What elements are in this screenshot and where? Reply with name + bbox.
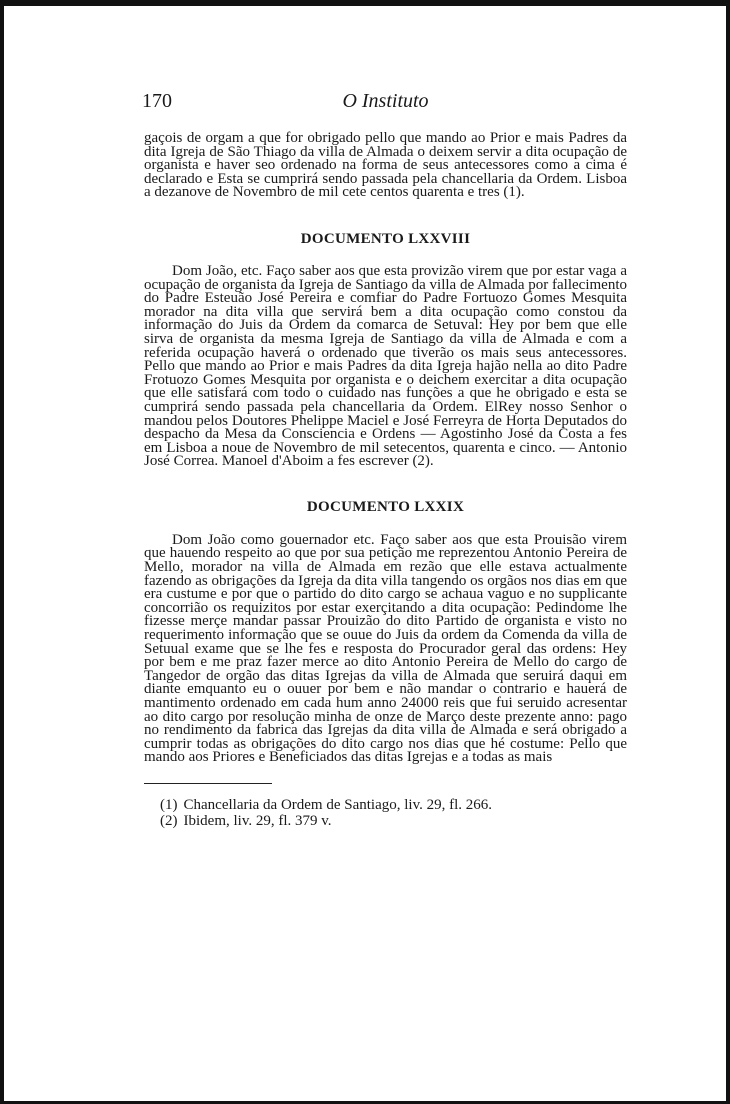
footnote — [160, 797, 627, 813]
document-body: Dom João como gouernador etc. Faço saber aos que esta Prouisão virem que hauendo respeito ao que por sua petição me reprezentou Antonio Pereira de Mello, morador na villa de Almada em rezão que elle estava actualmente fazendo as obrigações da Igreja da dita villa tangendo os orgãos nos dias em que era custume e por que o partido do dito cargo se achaua vaguo e no supplicante concorrião os requizitos por estar exerçitando a dita ocupação: Pedindome lhe fizesse merçe mandar passar Prouizão do dito Partido de organista e visto no requerimento informação que se ouue do Juis da ordem da Comenda da villa de Setuual exame que se lhe fes e resposta do Procurador geral das ordens: Hey por bem e me praz fazer merce ao dito Antonio Pereira de Mello do cargo de Tangedor de orgão das ditas Igrejas da villa de Almada que seruirá daqui em diante emquanto eu o ouuer por bem e não mandar o contrario e hauerá de mantimento ordenado em cada hum anno 24000 reis que fui seruido acresentar ao dito cargo por resolução minha de onze de Março deste prezente anno: pago no rendimento da fabrica das Igrejas da dita villa de Almada e será obrigado a cumprir todas as obrigações do dito cargo nos dias que hé costume: Pello que mando aos Priores e Beneficiados das ditas Igrejas e a todas as mais — [144, 531, 627, 766]
book-page — [144, 86, 627, 986]
footnote-text: Chancellaria da Ordem de Santiago, liv. 29, fl. 266. — [183, 796, 493, 813]
page-number: 170 — [142, 90, 172, 112]
document-body: Dom João, etc. Faço saber aos que esta provizão virem que por estar vaga a ocupação de organista da Igreja de Santiago da villa de Almada por fallecimento do Padre Esteuão José Pereira e comfiar do Padre Fortuozo Gomes Mesquita morador na dita villa que servirá bem a dita ocupação como constou da informação do Juis da Ordem da comarca de Setuval: Hey por bem que elle sirva de organista da mesma Igreja de Santiago da villa de Almada e com a referida ocupação haverá o ordenado que tiverão os mais seus antecessores. Pello que mando ao Prior e mais Padres da dita Igreja hajão nella ao dito Padre Frotuozo Gomes Mesquita por organista e o deichem exercitar a dita ocupação que elle satisfará com todo o cuidado nas funções a que he obrigado e esta se cumprirá sendo passada pela chancellaria da Ordem. ElRey nosso Senhor o mandou pelos Doutores Phelippe Maciel e José Ferreyra de Horta Deputados do despacho da Mesa da Consciencia e Ordens — Agostinho José da Costa a fes em Lisboa a noue de Novembro de mil setecentos, quarenta e cinco. — Antonio José Correa. Manoel d'Aboim a fes escrever (2). — [144, 262, 627, 470]
journal-title: O Instituto — [342, 90, 429, 112]
continuation-paragraph: gaçois de orgam a que for obrigado pello que mando ao Prior e mais Padres da dita Igreja de São Thiago da villa de Almada o deixem servir a dita ocupação de organista e haver seo ordenado na forma de seus antecessores como a cima é declarado e Esta se cumprirá sendo passada pela chancellaria da Ordem. Lisboa a dezanove de Novembro de mil cete centos quarenta e tres (1). — [144, 130, 627, 201]
footnotes — [144, 797, 627, 829]
footnote — [160, 813, 627, 829]
footnote-mark: (1) — [160, 796, 178, 813]
footnote-mark: (2) — [160, 812, 178, 829]
footnote-text: Ibidem, liv. 29, fl. 379 v. — [183, 812, 332, 829]
footnote-divider — [144, 783, 272, 784]
document-heading: DOCUMENTO LXXIX — [306, 498, 465, 515]
document-heading: DOCUMENTO LXXVIII — [300, 230, 471, 247]
running-head — [144, 86, 627, 116]
